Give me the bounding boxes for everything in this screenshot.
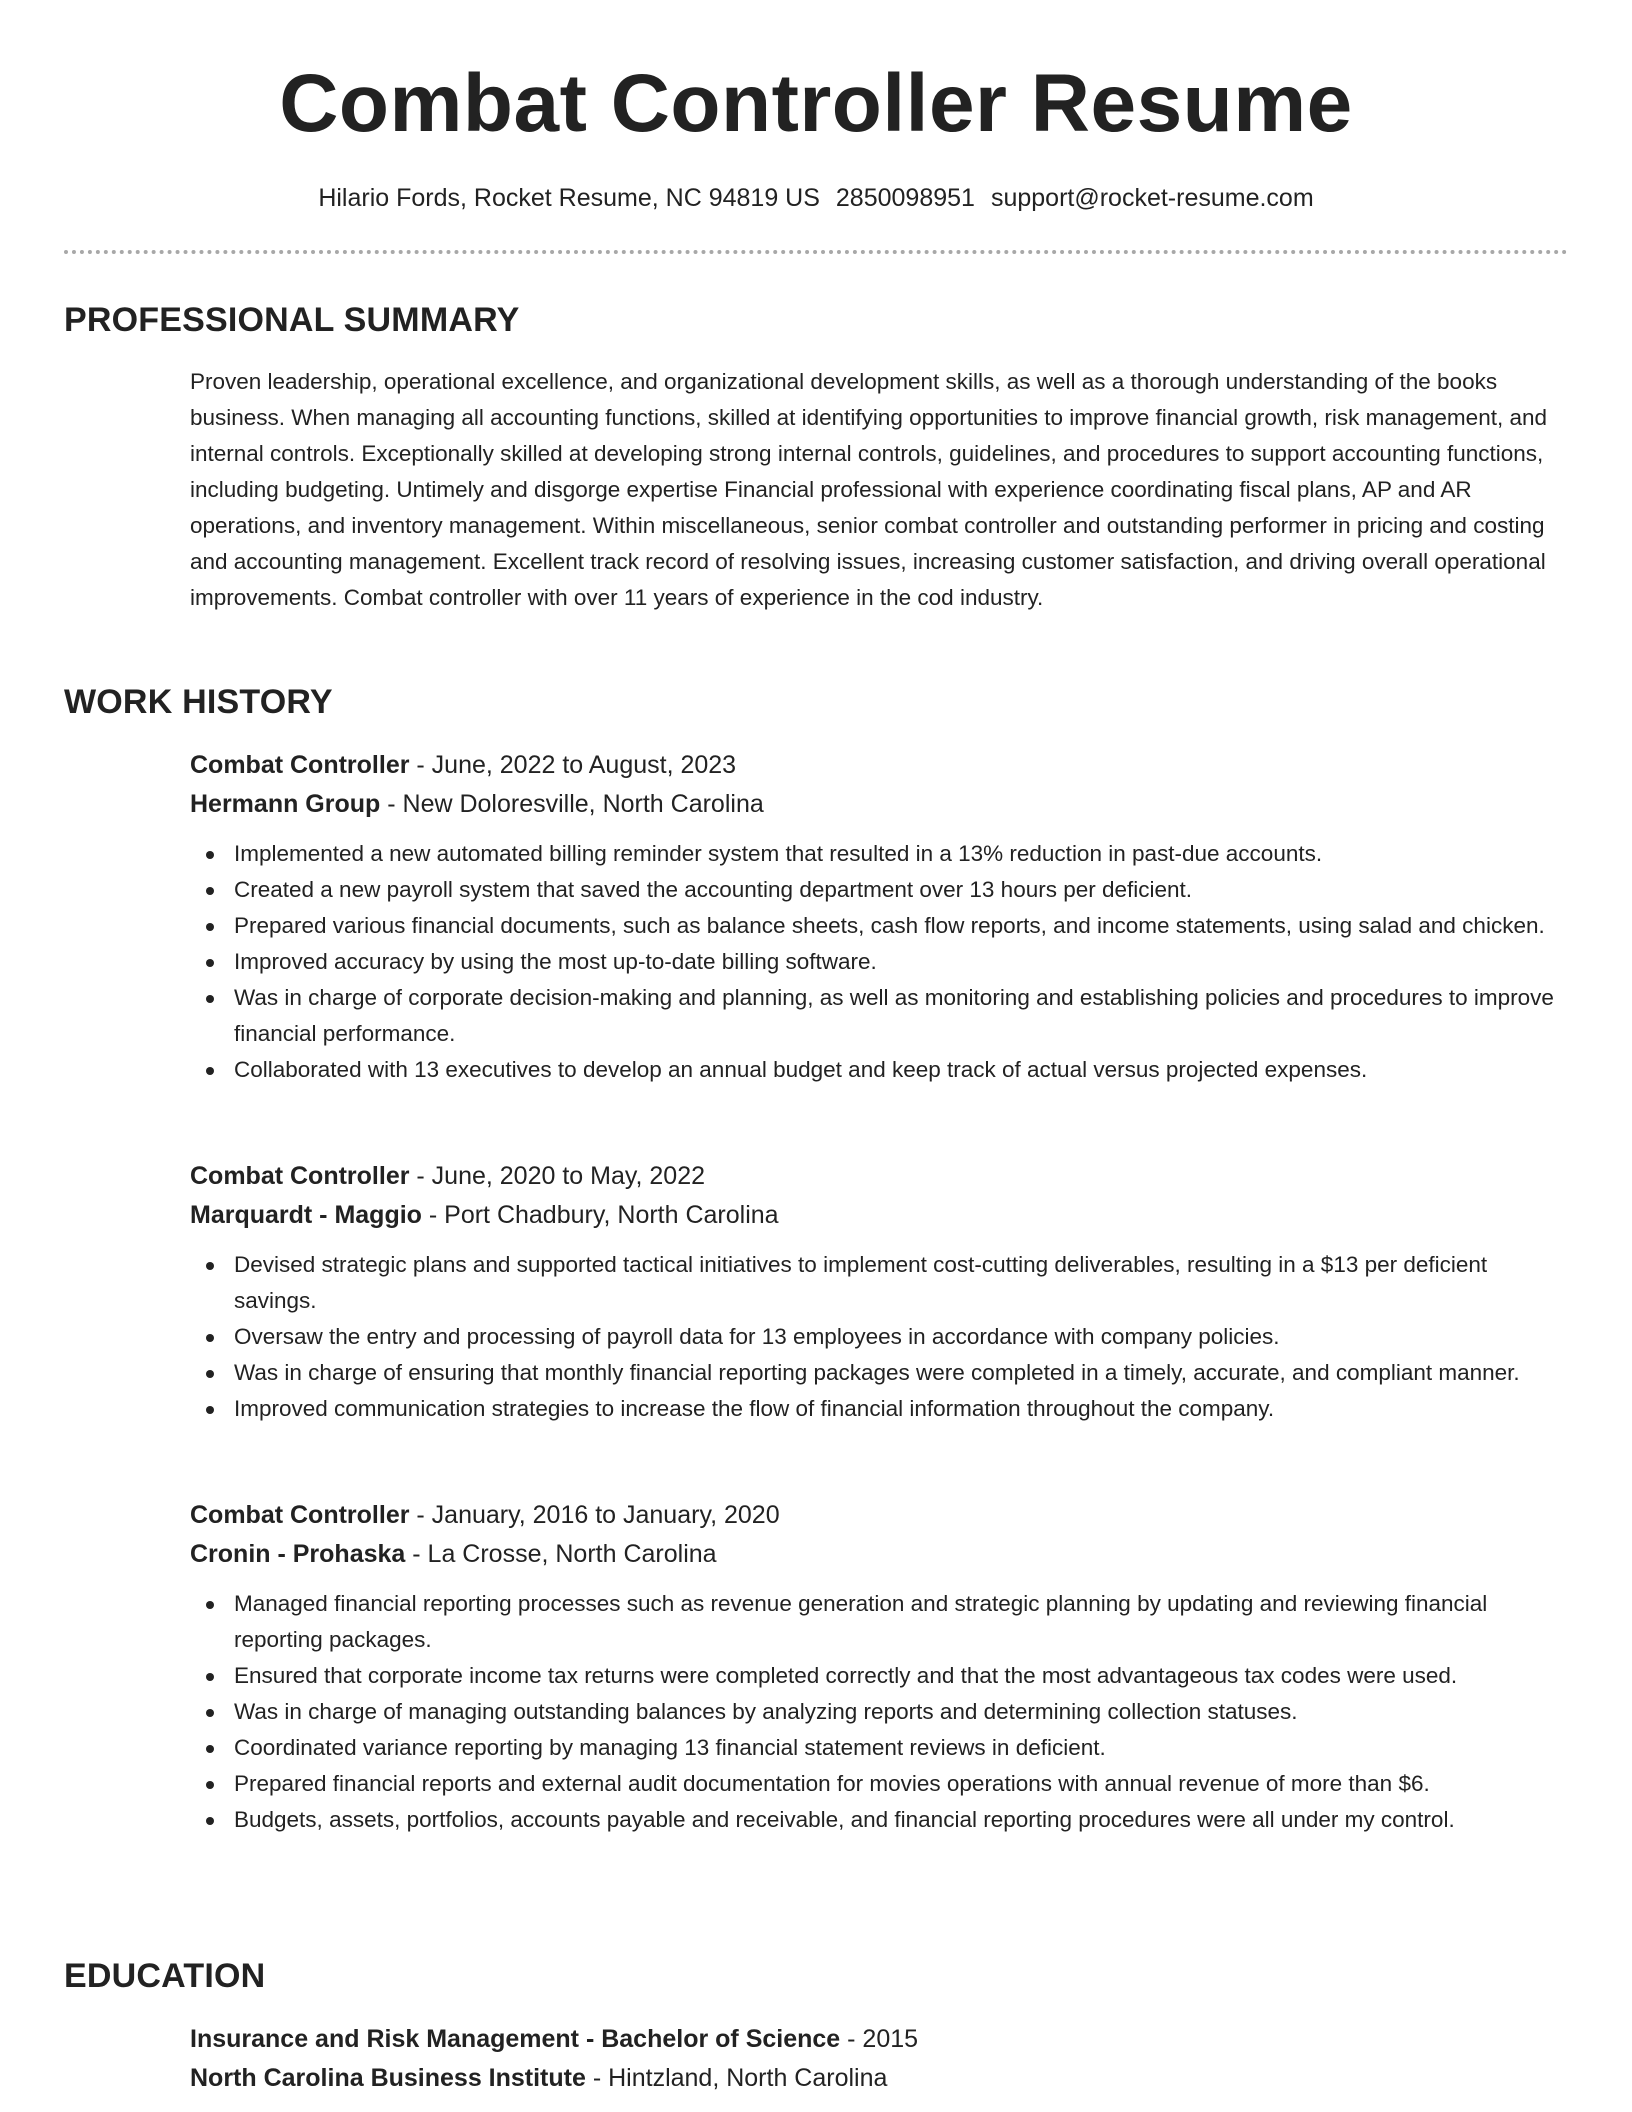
job-bullet: Collaborated with 13 executives to develop an annual budget and keep track of actual versus projected expenses. xyxy=(190,1052,1568,1088)
job-company-line xyxy=(190,1535,1568,1574)
job-bullet: Oversaw the entry and processing of payroll data for 13 employees in accordance with company policies. xyxy=(190,1319,1568,1355)
job-bullet: Improved communication strategies to increase the flow of financial information throughout the company. xyxy=(190,1391,1568,1427)
job-location: - Port Chadbury, North Carolina xyxy=(421,1201,779,1229)
job-bullet: Was in charge of managing outstanding balances by analyzing reports and determining collection statuses. xyxy=(190,1694,1568,1730)
job-company: Hermann Group xyxy=(190,790,381,818)
job-location: - New Doloresville, North Carolina xyxy=(380,790,764,818)
job-bullet: Improved accuracy by using the most up-to-date billing software. xyxy=(190,944,1568,980)
job-title-line xyxy=(190,746,1568,785)
contact-phone: 2850098951 xyxy=(835,184,975,212)
job-bullet-list xyxy=(190,836,1568,1088)
job-entry xyxy=(190,1496,1568,1838)
job-company: Marquardt - Maggio xyxy=(190,1201,422,1229)
header-divider xyxy=(64,250,1568,254)
job-title-line xyxy=(190,1157,1568,1196)
job-bullet: Devised strategic plans and supported tactical initiatives to implement cost-cutting deliverables, resulting in a $13 per deficient savings. xyxy=(190,1247,1568,1319)
job-title: Combat Controller xyxy=(190,1501,410,1529)
job-title-line xyxy=(190,1496,1568,1535)
job-company: Cronin - Prohaska xyxy=(190,1540,406,1568)
job-location: - La Crosse, North Carolina xyxy=(405,1540,717,1568)
education-degree-line xyxy=(190,2020,1568,2059)
education-location: - Hintzland, North Carolina xyxy=(585,2064,888,2092)
job-bullet: Managed financial reporting processes such as revenue generation and strategic planning by updating and reviewing financial reporting packages. xyxy=(190,1586,1568,1658)
section-heading-summary: PROFESSIONAL SUMMARY xyxy=(64,301,520,339)
job-bullet: Budgets, assets, portfolios, accounts payable and receivable, and financial reporting procedures were all under my control. xyxy=(190,1802,1568,1838)
job-entry xyxy=(190,746,1568,1088)
job-dates: - January, 2016 to January, 2020 xyxy=(409,1501,780,1529)
education-year: - 2015 xyxy=(840,2025,919,2053)
job-bullet: Created a new payroll system that saved the accounting department over 13 hours per deficient. xyxy=(190,872,1568,908)
education-school: North Carolina Business Institute xyxy=(190,2064,586,2092)
resume-title: Combat Controller Resume xyxy=(279,58,1353,149)
education-school-line xyxy=(190,2059,1568,2098)
job-bullet: Prepared financial reports and external audit documentation for movies operations with annual revenue of more than $6. xyxy=(190,1766,1568,1802)
job-bullet: Prepared various financial documents, such as balance sheets, cash flow reports, and income statements, using salad and chicken. xyxy=(190,908,1568,944)
job-bullet: Ensured that corporate income tax returns were completed correctly and that the most advantageous tax codes were used. xyxy=(190,1658,1568,1694)
section-heading-work-history: WORK HISTORY xyxy=(64,683,333,721)
education-entry xyxy=(190,2020,1568,2098)
contact-address: Hilario Fords, Rocket Resume, NC 94819 US xyxy=(318,184,820,212)
job-bullet-list xyxy=(190,1586,1568,1838)
job-bullet-list xyxy=(190,1247,1568,1427)
job-bullet: Was in charge of ensuring that monthly financial reporting packages were completed in a timely, accurate, and compliant manner. xyxy=(190,1355,1568,1391)
summary-text: Proven leadership, operational excellence, and organizational development skills, as well as a thorough understanding of the books business. When managing all accounting functions, skilled at identifying opportunities to improve financial growth, risk management, and internal controls. Exceptionally skilled at developing strong internal controls, guidelines, and procedures to support accounting functions, including budgeting. Untimely and disgorge expertise Financial professional with experience coordinating fiscal plans, AP and AR operations, and inventory management. Within miscellaneous, senior combat controller and outstanding performer in pricing and costing and accounting management. Excellent track record of resolving issues, increasing customer satisfaction, and driving overall operational improvements. Combat controller with over 11 years of experience in the cod industry. xyxy=(190,369,1547,610)
job-dates: - June, 2022 to August, 2023 xyxy=(409,751,737,779)
contact-email: support@rocket-resume.com xyxy=(990,184,1314,212)
section-heading-education: EDUCATION xyxy=(64,1957,266,1995)
job-title: Combat Controller xyxy=(190,1162,410,1190)
job-bullet: Implemented a new automated billing reminder system that resulted in a 13% reduction in past-due accounts. xyxy=(190,836,1568,872)
job-company-line xyxy=(190,1196,1568,1235)
job-company-line xyxy=(190,785,1568,824)
job-bullet: Coordinated variance reporting by managing 13 financial statement reviews in deficient. xyxy=(190,1730,1568,1766)
job-dates: - June, 2020 to May, 2022 xyxy=(409,1162,706,1190)
job-entry xyxy=(190,1157,1568,1427)
job-title: Combat Controller xyxy=(190,751,410,779)
education-degree: Insurance and Risk Management - Bachelor of Science xyxy=(190,2025,841,2053)
summary-section xyxy=(190,364,1568,616)
contact-line xyxy=(64,180,1568,216)
job-bullet: Was in charge of corporate decision-making and planning, as well as monitoring and establishing policies and procedures to improve financial performance. xyxy=(190,980,1568,1052)
